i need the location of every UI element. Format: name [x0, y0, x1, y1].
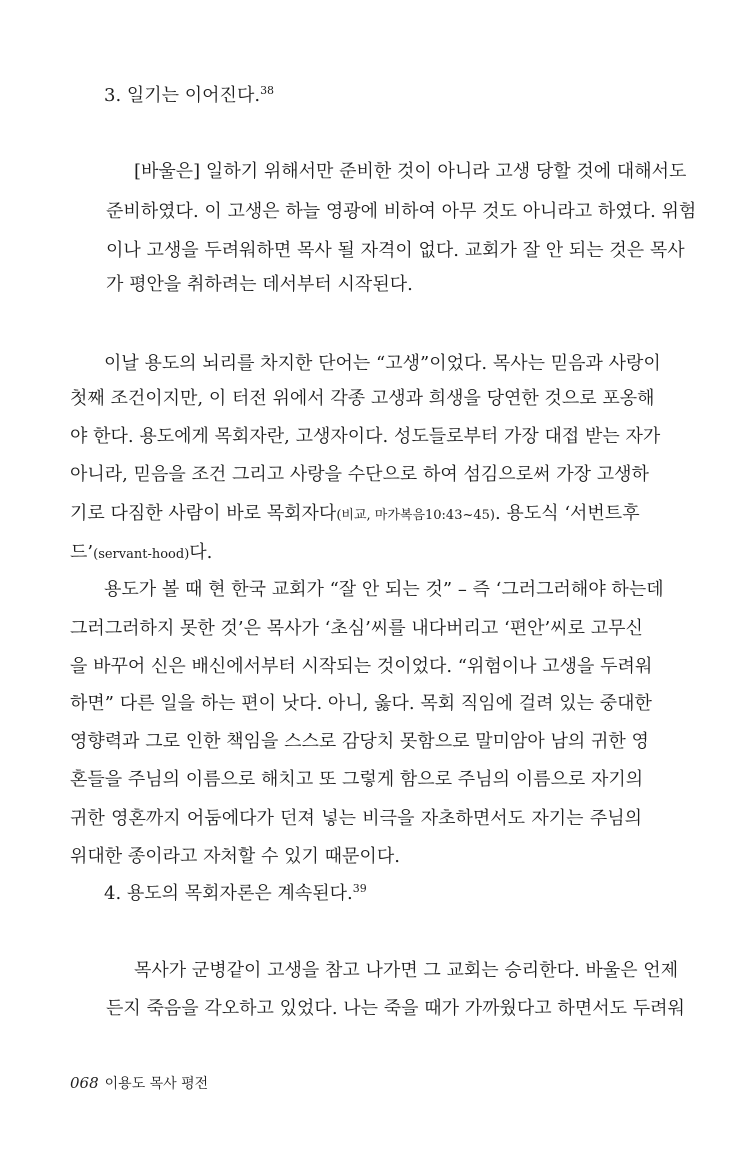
- body-line: 하면” 다른 일을 하는 편이 낫다. 아니, 옳다. 목회 직임에 걸려 있는 중대한: [70, 693, 652, 714]
- body-line-last: [70, 541, 212, 567]
- body-line: 첫째 조건이지만, 이 터전 위에서 각종 고생과 희생을 당연한 것으로 포옹해: [70, 388, 655, 409]
- body-line: 그러그러하지 못한 것’은 목사가 ‘초심’씨를 내다버리고 ‘편안’씨로 고무신: [70, 618, 643, 639]
- footnote-marker: 38: [260, 84, 275, 97]
- body-text: 다.: [189, 542, 213, 563]
- quote-line: 든지 죽음을 각오하고 있었다. 나는 죽을 때가 가까웠다고 하면서도 두려워: [106, 998, 685, 1019]
- body-line: 이날 용도의 뇌리를 차지한 단어는 “고생”이었다. 목사는 믿음과 사랑이: [104, 353, 661, 374]
- body-text: 드’: [70, 542, 94, 563]
- quote-line: [바울은] 일하기 위해서만 준비한 것이 아니라 고생 당할 것에 대해서도: [134, 161, 687, 182]
- body-line: 귀한 영혼까지 어둠에다가 던져 넣는 비극을 자초하면서도 자기는 주님의: [70, 808, 642, 829]
- body-line: 을 바꾸어 신은 배신에서부터 시작되는 것이었다. “위험이나 고생을 두려워: [70, 656, 653, 677]
- scripture-reference: (비교, 마가복음10:43~45): [336, 508, 495, 523]
- quote-line: 이나 고생을 두려워하면 목사 될 자격이 없다. 교회가 잘 안 되는 것은 목사: [106, 240, 685, 261]
- quote-line: 가 평안을 취하려는 데서부터 시작된다.: [106, 274, 413, 295]
- book-title: 이용도 목사 평전: [104, 1076, 209, 1092]
- quote-line: 목사가 군병같이 고생을 참고 나가면 그 교회는 승리한다. 바울은 언제: [134, 960, 679, 981]
- body-line: 야 한다. 용도에게 목회자란, 고생자이다. 성도들로부터 가장 대접 받는 자가: [70, 426, 661, 447]
- english-term: (servant-hood): [93, 547, 190, 562]
- body-text: 기로 다짐한 사람이 바로 목회자다: [70, 503, 337, 524]
- page-number: 068: [70, 1074, 99, 1092]
- section-heading-4: [104, 882, 367, 906]
- body-text: . 용도식 ‘서번트후: [494, 503, 640, 524]
- heading-text: 4. 용도의 목회자론은 계속된다.: [104, 883, 353, 904]
- page-footer: [70, 1073, 208, 1093]
- body-line: 아니라, 믿음을 조건 그리고 사랑을 수단으로 하여 섬김으로써 가장 고생하: [70, 464, 649, 485]
- body-line: 혼들을 주님의 이름으로 해치고 또 그렇게 함으로 주님의 이름으로 자기의: [70, 769, 644, 790]
- body-line-citation: [70, 502, 640, 528]
- body-line: 용도가 볼 때 현 한국 교회가 “잘 안 되는 것” – 즉 ‘그러그러해야 하는데: [104, 579, 664, 600]
- quote-line: 준비하였다. 이 고생은 하늘 영광에 비하여 아무 것도 아니라고 하였다. 위험: [106, 201, 697, 222]
- body-line: 영향력과 그로 인한 책임을 스스로 감당치 못함으로 말미암아 남의 귀한 영: [70, 731, 649, 752]
- section-heading-3: [104, 84, 274, 108]
- body-line: 위대한 종이라고 자처할 수 있기 때문이다.: [70, 846, 400, 867]
- footnote-marker: 39: [352, 882, 367, 895]
- heading-text: 3. 일기는 이어진다.: [104, 85, 261, 106]
